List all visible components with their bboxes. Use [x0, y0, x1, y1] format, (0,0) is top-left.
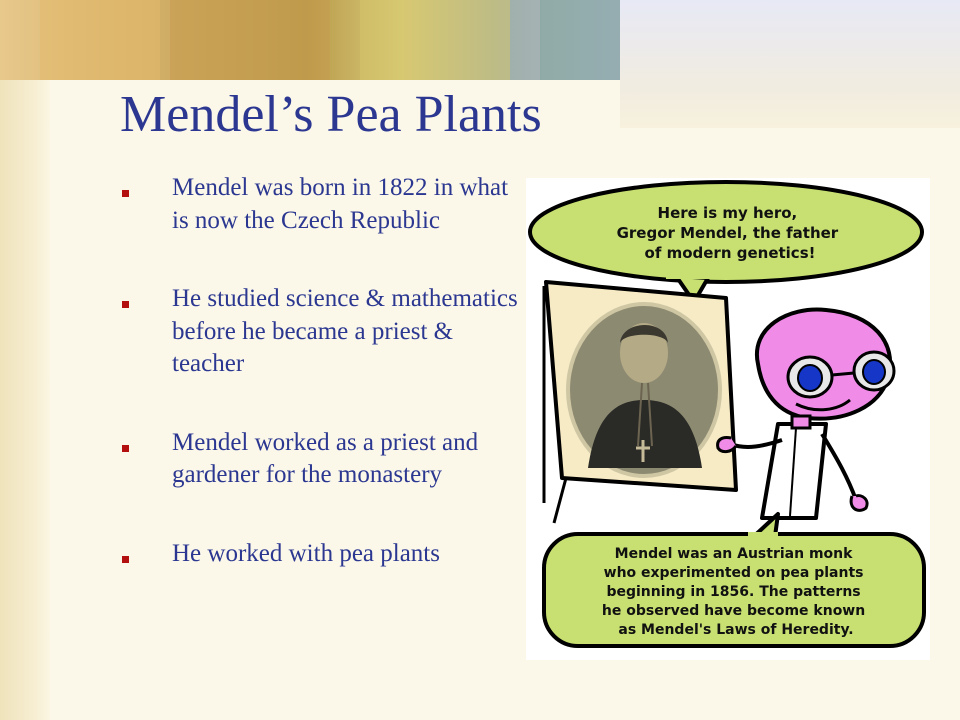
bottom-bubble-line: as Mendel's Laws of Heredity. [618, 622, 854, 638]
slide-title: Mendel’s Pea Plants [120, 86, 542, 143]
svg-text:Mendel was an Austrian monk [602, 546, 870, 638]
bottom-speech-bubble [544, 514, 924, 646]
square-bullet-icon [122, 301, 129, 308]
mendel-cartoon-illustration [526, 178, 930, 660]
bullet-list [118, 172, 518, 616]
bottom-bubble-line: who experimented on pea plants [603, 565, 864, 581]
bullet-item [118, 538, 518, 571]
bottom-bubble-line: beginning in 1856. The patterns [606, 584, 861, 600]
portrait-easel [544, 282, 736, 523]
top-bubble-line: Here is my hero, [657, 204, 798, 222]
top-right-banner-panel [620, 0, 960, 128]
square-bullet-icon [122, 190, 129, 197]
top-bubble-line: of modern genetics! [644, 244, 816, 262]
top-bubble-line: Gregor Mendel, the father [616, 224, 839, 242]
bottom-bubble-line: he observed have become known [601, 603, 866, 619]
bullet-text: He studied science & mathematics before he became a priest & teacher [172, 285, 518, 377]
bullet-item [118, 283, 518, 381]
cartoon-svg [526, 178, 930, 660]
bullet-text: Mendel was born in 1822 in what is now the Czech Republic [172, 174, 509, 234]
cartoon-character [718, 310, 894, 518]
left-decorative-band [0, 0, 50, 720]
bullet-text: He worked with pea plants [172, 539, 440, 567]
square-bullet-icon [122, 445, 129, 452]
bullet-item [118, 427, 518, 492]
square-bullet-icon [122, 556, 129, 563]
bullet-item [118, 172, 518, 237]
bottom-bubble-line: Mendel was an Austrian monk [614, 546, 853, 562]
bullet-text: Mendel worked as a priest and gardener for the monastery [172, 428, 479, 488]
